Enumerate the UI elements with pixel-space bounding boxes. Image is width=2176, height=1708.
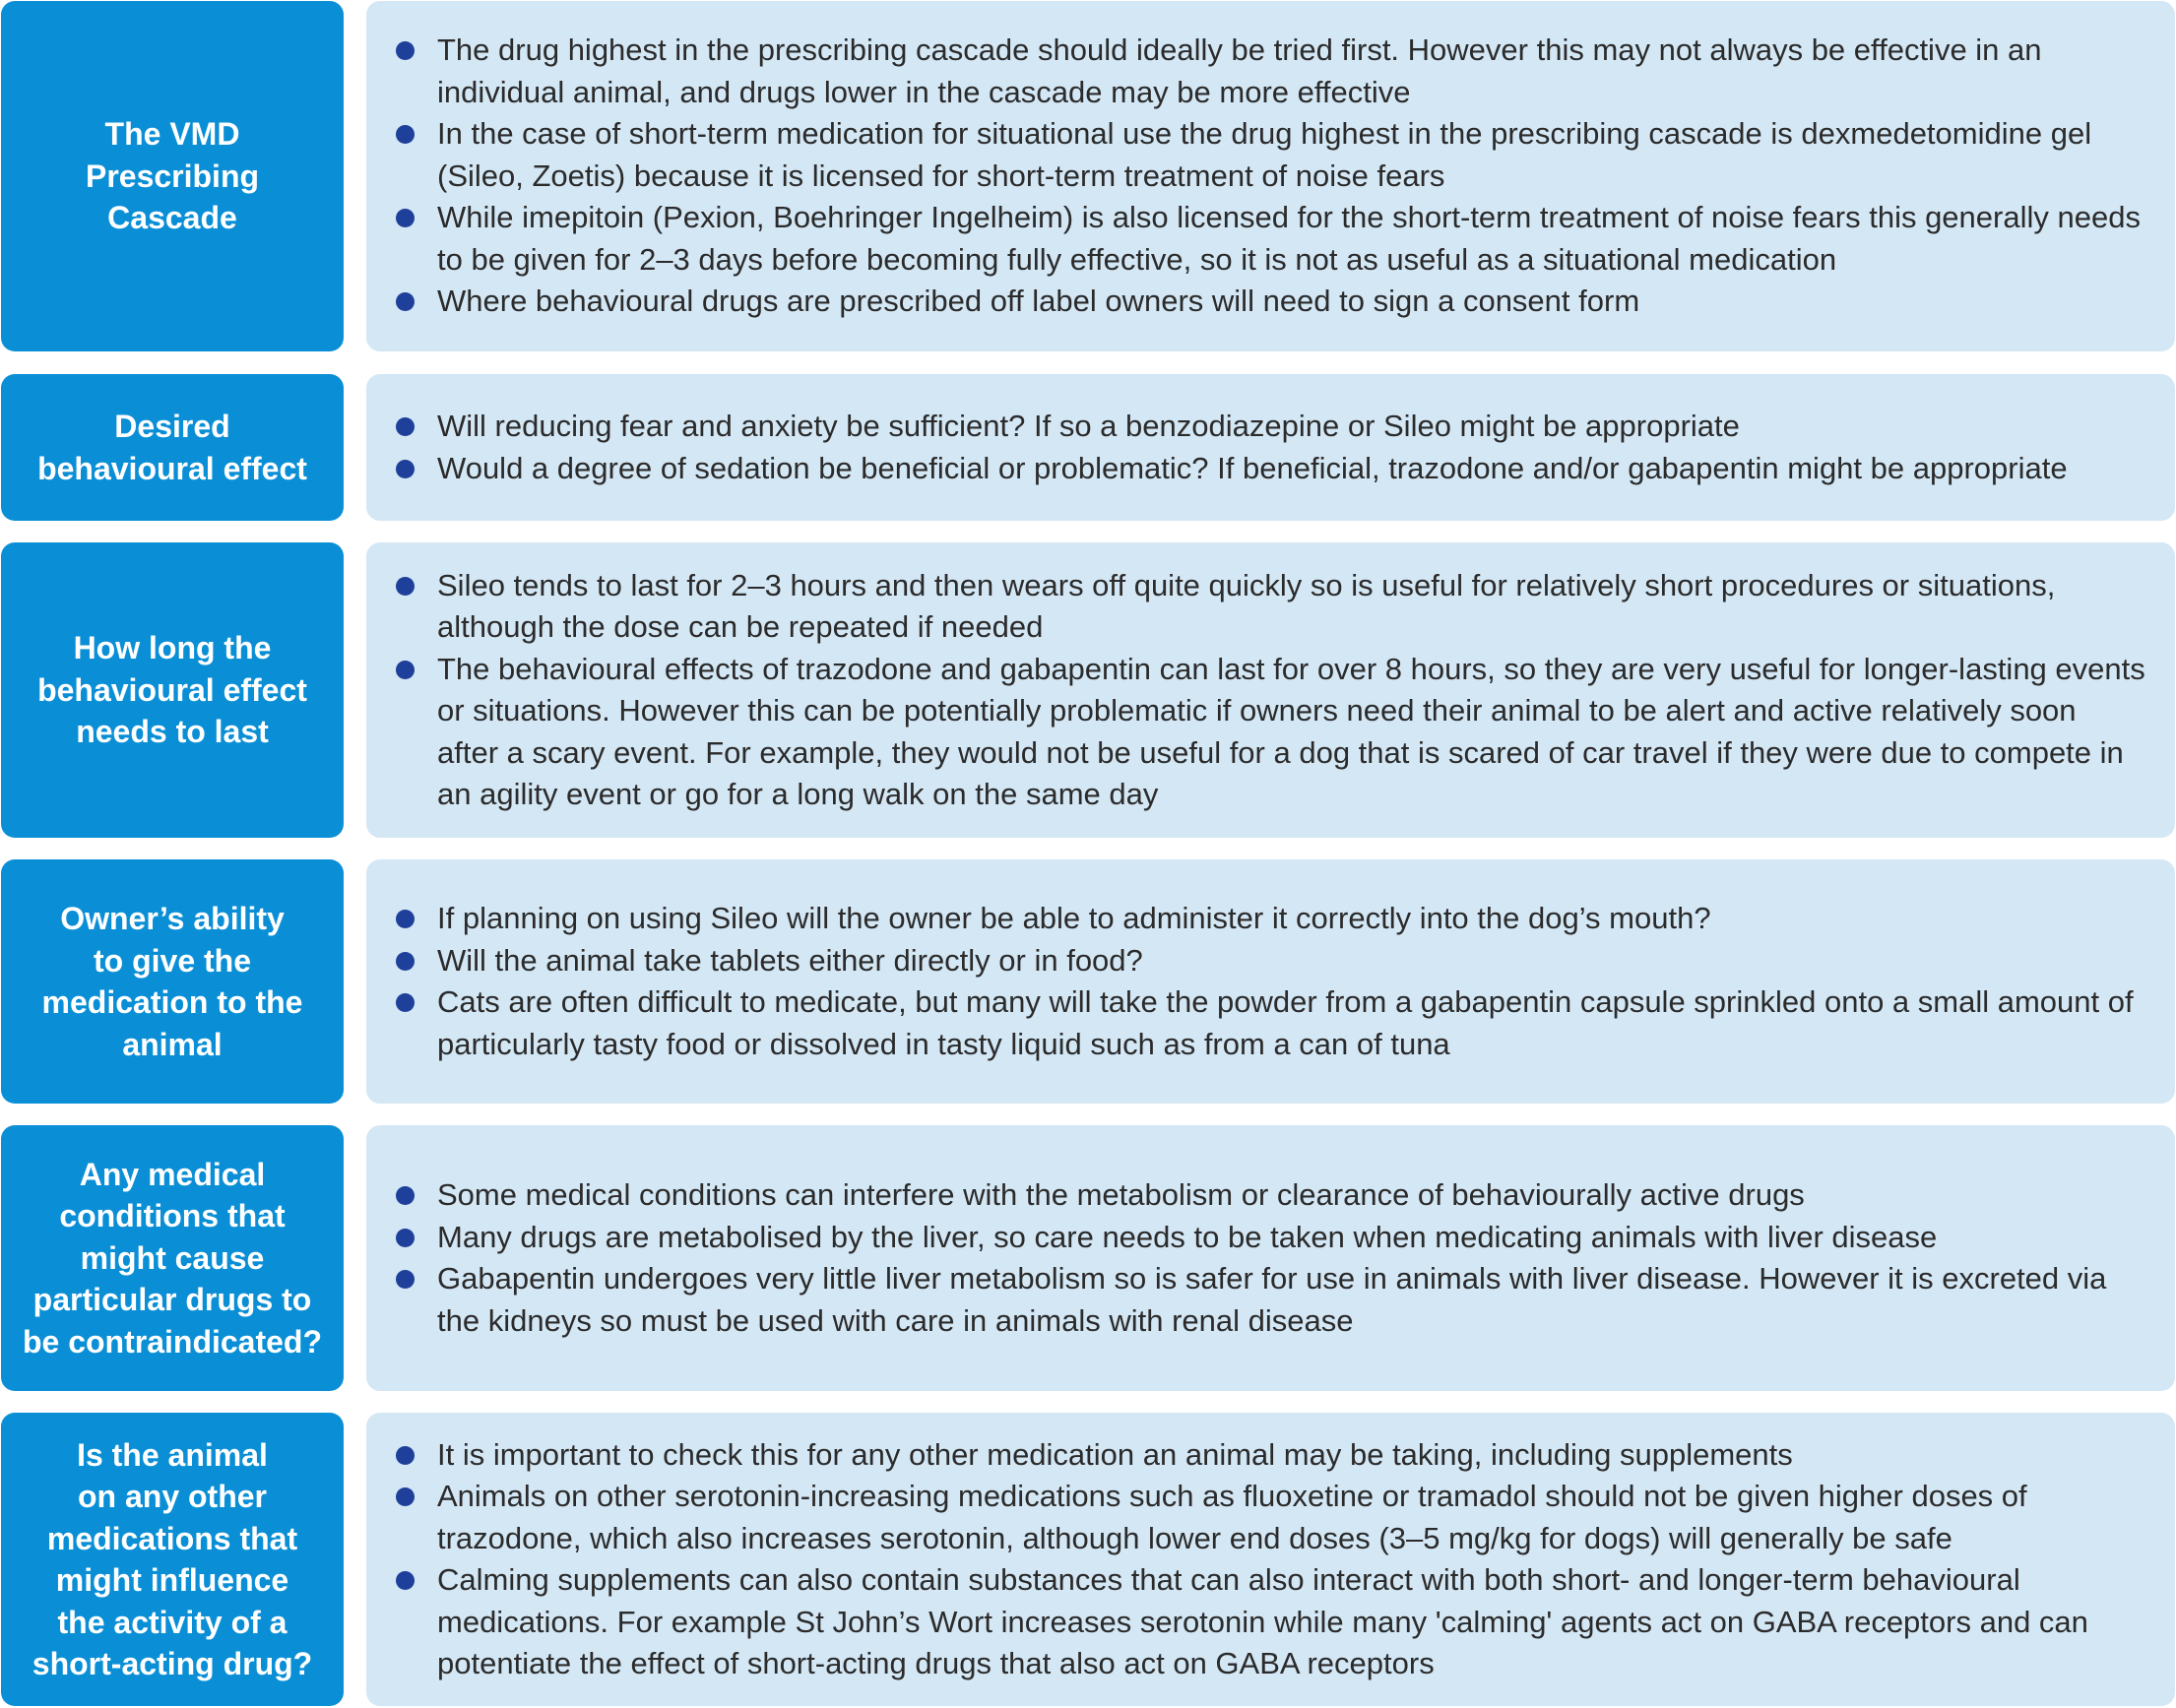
row-medical-conditions (0, 1125, 2176, 1391)
row-content-box (366, 374, 2175, 521)
row-label-box (1, 542, 344, 838)
bullet-icon (396, 1186, 415, 1205)
bullet-text: Will reducing fear and anxiety be sufficient? If so a benzodiazepine or Sileo might be appropriate (437, 409, 1740, 443)
bullet-item (396, 448, 2145, 490)
bullet-item (396, 649, 2145, 816)
row-label-box (1, 1, 344, 351)
bullet-item (396, 1434, 2145, 1477)
bullet-item (396, 406, 2145, 448)
bullet-item (396, 1217, 2145, 1259)
bullet-icon (396, 1571, 415, 1590)
bullet-icon (396, 993, 415, 1012)
row-label-box (1, 1125, 344, 1391)
bullet-icon (396, 910, 415, 928)
bullet-icon (396, 125, 415, 144)
bullet-item (396, 113, 2145, 197)
bullet-icon (396, 460, 415, 478)
row-other-medications (0, 1413, 2176, 1706)
bullet-icon (396, 209, 415, 227)
bullet-text: The behavioural effects of trazodone and gabapentin can last for over 8 hours, so they are very useful for longer-lasting events or situations. However this can be potentially problematic if owners need their animal to be alert and active relatively soon after a scary event. For example, they would not be useful for a dog that is scared of car travel if they were due to compete in an agility event or go for a long walk on the same day (437, 651, 2145, 811)
row-label: How long the behavioural effect needs to last (37, 630, 307, 750)
bullet-text: Gabapentin undergoes very little liver metabolism so is safer for use in animals with liver disease. However it is excreted via the kidneys so must be used with care in animals with renal disease (437, 1261, 2107, 1338)
row-vmd-cascade (0, 1, 2176, 351)
bullet-list (396, 565, 2145, 816)
bullet-icon (396, 1270, 415, 1289)
bullet-text: The drug highest in the prescribing cascade should ideally be tried first. However this may not always be effective in an individual animal, and drugs lower in the cascade may be more effective (437, 32, 2042, 109)
bullet-icon (396, 661, 415, 679)
bullet-list (396, 1174, 2145, 1342)
bullet-icon (396, 417, 415, 436)
bullet-icon (396, 577, 415, 596)
bullet-item (396, 1559, 2145, 1685)
bullet-item (396, 898, 2145, 940)
bullet-text: Many drugs are metabolised by the liver, so care needs to be taken when medicating animals with liver disease (437, 1219, 1938, 1254)
bullet-item (396, 1174, 2145, 1217)
row-label-box (1, 374, 344, 521)
row-label-box (1, 1413, 344, 1706)
bullet-item (396, 30, 2145, 113)
bullet-item (396, 1476, 2145, 1559)
bullet-list (396, 1434, 2145, 1685)
bullet-icon (396, 952, 415, 971)
bullet-text: Animals on other serotonin-increasing medications such as fluoxetine or tramadol should not be given higher doses of trazodone, which also increases serotonin, although lower end doses (3–5 mg/kg for dogs) will generally be safe (437, 1479, 2027, 1555)
bullet-text: Would a degree of sedation be beneficial or problematic? If beneficial, trazodone and/or gabapentin might be appropriate (437, 450, 2068, 485)
row-desired-effect (0, 374, 2176, 521)
bullet-icon (396, 292, 415, 311)
bullet-item (396, 197, 2145, 281)
bullet-text: Where behavioural drugs are prescribed off label owners will need to sign a consent form (437, 284, 1640, 319)
row-label-box (1, 859, 344, 1104)
row-label: Any medical conditions that might cause particular drugs to be contraindicated? (22, 1156, 323, 1360)
bullet-text: In the case of short-term medication for situational use the drug highest in the prescribing cascade is dexmedetomidine gel (Sileo, Zoetis) because it is licensed for short-term treatment of noise fears (437, 116, 2092, 193)
row-content-box (366, 859, 2175, 1104)
row-owner-ability (0, 859, 2176, 1104)
bullet-item (396, 281, 2145, 323)
bullet-text: Will the animal take tablets either directly or in food? (437, 942, 1143, 978)
bullet-list (396, 406, 2145, 489)
bullet-icon (396, 41, 415, 60)
row-label: The VMD Prescribing Cascade (85, 116, 260, 236)
bullet-icon (396, 1446, 415, 1465)
bullet-text: If planning on using Sileo will the owner be able to administer it correctly into the dog’s mouth? (437, 901, 1711, 935)
row-content-box (366, 1, 2175, 351)
bullet-item (396, 940, 2145, 982)
bullet-item (396, 1258, 2145, 1342)
bullet-text: Calming supplements can also contain substances that can also interact with both short- and longer-term behavioural medications. For example St John’s Wort increases serotonin while many 'calming' agents act on GABA receptors and can potentiate the effect of short-acting drugs that also act on GABA receptors (437, 1562, 2088, 1680)
bullet-item (396, 565, 2145, 649)
bullet-item (396, 981, 2145, 1065)
row-effect-duration (0, 542, 2176, 838)
bullet-text: Some medical conditions can interfere with the metabolism or clearance of behaviourally active drugs (437, 1177, 1805, 1212)
row-label: Owner’s ability to give the medication to the animal (41, 901, 303, 1062)
bullet-list (396, 898, 2145, 1065)
row-content-box (366, 542, 2175, 838)
bullet-text: Sileo tends to last for 2–3 hours and then wears off quite quickly so is useful for relatively short procedures or situations, although the dose can be repeated if needed (437, 567, 2056, 644)
row-content-box (366, 1125, 2175, 1391)
bullet-icon (396, 1487, 415, 1506)
row-label: Desired behavioural effect (37, 409, 307, 486)
row-content-box (366, 1413, 2175, 1706)
bullet-list (396, 30, 2145, 323)
bullet-text: While imepitoin (Pexion, Boehringer Ingelheim) is also licensed for the short-term treatment of noise fears this generally needs to be given for 2–3 days before becoming fully effective, so it is not as useful as a situational medication (437, 200, 2141, 277)
bullet-text: It is important to check this for any other medication an animal may be taking, including supplements (437, 1436, 1793, 1472)
bullet-text: Cats are often difficult to medicate, but many will take the powder from a gabapentin capsule sprinkled onto a small amount of particularly tasty food or dissolved in tasty liquid such as from a can of tuna (437, 984, 2134, 1061)
row-label: Is the animal on any other medications that might influence the activity of a short-acting drug? (32, 1436, 313, 1681)
bullet-icon (396, 1229, 415, 1247)
